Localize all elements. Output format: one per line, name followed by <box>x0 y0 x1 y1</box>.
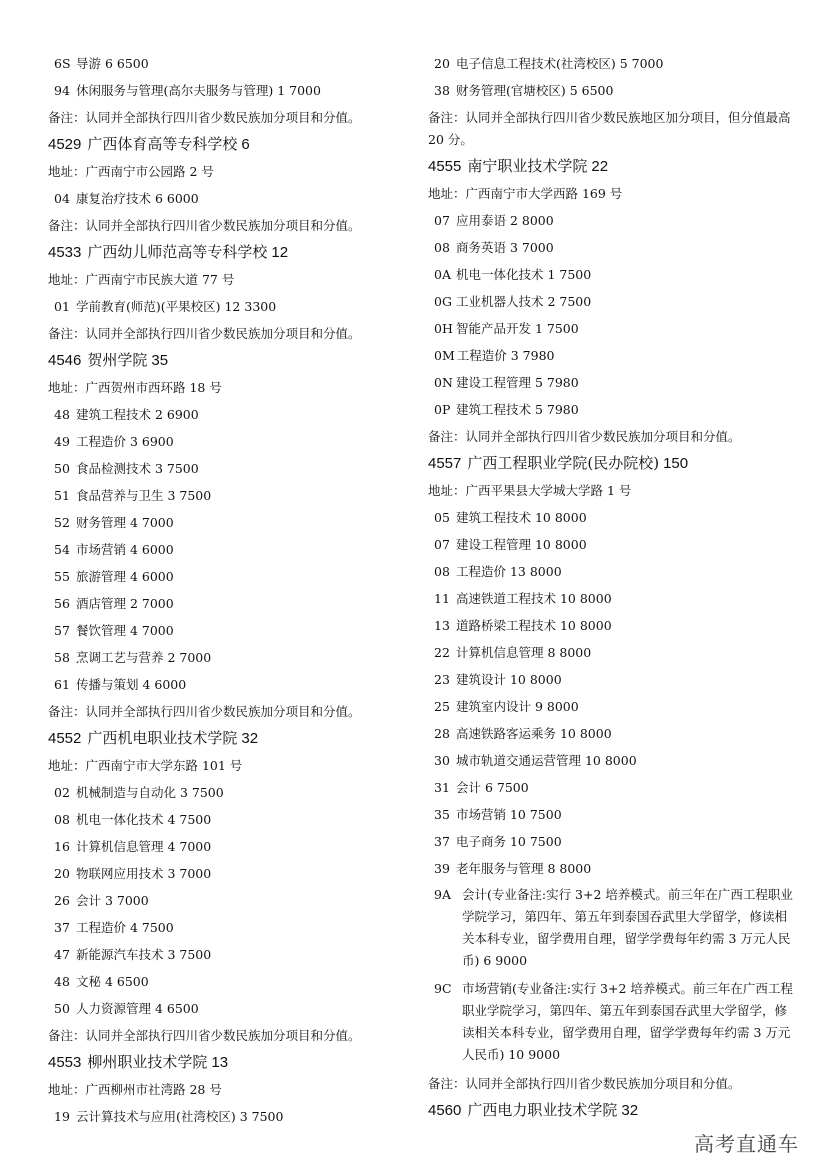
program-row <box>428 882 798 976</box>
program-row <box>48 1103 418 1130</box>
program-row <box>428 288 798 315</box>
program-row <box>48 887 418 914</box>
program-code: 0A <box>434 267 451 282</box>
program-code: 48 <box>54 974 70 989</box>
program-row <box>48 293 418 320</box>
program-row <box>48 536 418 563</box>
school-code: 4533 <box>48 244 82 261</box>
program-text: 旅游管理 4 6000 <box>76 569 174 584</box>
program-text: 物联网应用技术 3 7000 <box>76 866 212 881</box>
program-text: 文秘 4 6500 <box>76 974 149 989</box>
program-code: 61 <box>54 677 70 692</box>
program-code: 30 <box>434 753 450 768</box>
program-row <box>428 828 798 855</box>
program-text: 云计算技术与应用(社湾校区) 3 7500 <box>76 1109 284 1124</box>
program-text: 新能源汽车技术 3 7500 <box>76 947 212 962</box>
program-text: 工业机器人技术 2 7500 <box>456 294 592 309</box>
school-heading <box>48 1049 418 1076</box>
program-code: 20 <box>54 866 70 881</box>
program-row <box>48 806 418 833</box>
program-row <box>48 617 418 644</box>
program-code: 35 <box>434 807 450 822</box>
program-text: 烹调工艺与营养 2 7000 <box>76 650 212 665</box>
program-row <box>48 428 418 455</box>
program-code: 39 <box>434 861 450 876</box>
program-row <box>428 774 798 801</box>
school-quota: 12 <box>271 244 289 261</box>
program-code: 56 <box>54 596 70 611</box>
program-row <box>48 644 418 671</box>
program-code: 58 <box>54 650 70 665</box>
program-text: 工程造价 4 7500 <box>76 920 174 935</box>
program-code: 16 <box>54 839 70 854</box>
program-text: 建设工程管理 10 8000 <box>456 537 587 552</box>
program-code: 23 <box>434 672 450 687</box>
school-address: 地址：广西平果县大学城大学路 1 号 <box>428 483 632 498</box>
program-code: 22 <box>434 645 450 660</box>
program-text: 应用泰语 2 8000 <box>456 213 554 228</box>
program-row <box>48 590 418 617</box>
program-text: 建筑室内设计 9 8000 <box>456 699 579 714</box>
program-row <box>428 342 798 369</box>
program-code: 08 <box>434 564 450 579</box>
school-heading <box>48 239 418 266</box>
school-name: 贺州学院 <box>87 351 148 369</box>
program-row <box>48 914 418 941</box>
school-quota: 13 <box>211 1054 229 1071</box>
program-row <box>428 558 798 585</box>
school-address: 地址：广西南宁市大学西路 169 号 <box>428 186 623 201</box>
school-address: 地址：广西贺州市西环路 18 号 <box>48 380 222 395</box>
right-column <box>428 50 798 1124</box>
program-text: 财务管理 4 7000 <box>76 515 174 530</box>
program-text: 会计 3 7000 <box>76 893 149 908</box>
program-row <box>428 315 798 342</box>
program-code: 52 <box>54 515 70 530</box>
program-row <box>48 860 418 887</box>
school-code: 4546 <box>48 352 82 369</box>
school-address: 地址：广西南宁市公园路 2 号 <box>48 164 214 179</box>
program-text: 机电一体化技术 1 7500 <box>456 267 592 282</box>
program-code: 48 <box>54 407 70 422</box>
remark-note: 备注：认同并全部执行四川省少数民族加分项目和分值。 <box>48 1028 361 1043</box>
program-code: 11 <box>434 591 450 606</box>
program-code: 50 <box>54 461 70 476</box>
program-row <box>48 401 418 428</box>
school-quota: 22 <box>591 158 609 175</box>
program-code: 31 <box>434 780 450 795</box>
school-name: 广西工程职业学院(民办院校) <box>467 454 660 472</box>
program-row <box>48 77 418 104</box>
remark-note: 备注：认同并全部执行四川省少数民族加分项目和分值。 <box>428 1076 741 1091</box>
program-text: 商务英语 3 7000 <box>456 240 554 255</box>
program-text: 康复治疗技术 6 6000 <box>76 191 199 206</box>
school-quota: 35 <box>151 352 169 369</box>
program-row <box>48 455 418 482</box>
program-text: 食品检测技术 3 7500 <box>76 461 199 476</box>
school-code: 4555 <box>428 158 462 175</box>
program-code: 13 <box>434 618 450 633</box>
program-row <box>428 585 798 612</box>
school-name: 柳州职业技术学院 <box>87 1053 208 1071</box>
program-row <box>428 234 798 261</box>
program-code: 25 <box>434 699 450 714</box>
program-code: 07 <box>434 537 450 552</box>
school-address: 地址：广西南宁市大学东路 101 号 <box>48 758 243 773</box>
program-code: 07 <box>434 213 450 228</box>
school-heading <box>48 347 418 374</box>
program-text: 高速铁道工程技术 10 8000 <box>456 591 612 606</box>
school-address: 地址：广西柳州市社湾路 28 号 <box>48 1082 222 1097</box>
program-text: 人力资源管理 4 6500 <box>76 1001 199 1016</box>
remark-note: 备注：认同并全部执行四川省少数民族加分项目和分值。 <box>48 326 361 341</box>
program-text: 市场营销(专业备注:实行 3+2 培养模式。前三年在广西工程职业学院学习，第四年、第五年到泰国吞武里大学留学，修读相关本科专业，留学费用自理，留学学费每年约需 3 万元人民币) 10 9000 <box>462 981 793 1062</box>
program-text: 建设工程管理 5 7980 <box>456 375 579 390</box>
program-row <box>48 563 418 590</box>
program-text: 高速铁路客运乘务 10 8000 <box>456 726 612 741</box>
program-code: 26 <box>54 893 70 908</box>
school-heading <box>48 131 418 158</box>
school-name: 广西电力职业技术学院 <box>467 1101 618 1119</box>
program-text: 电子信息工程技术(社湾校区) 5 7000 <box>456 56 664 71</box>
school-quota: 6 <box>241 136 250 153</box>
school-heading <box>428 450 798 477</box>
remark-note: 备注：认同并全部执行四川省少数民族地区加分项目，但分值最高 20 分。 <box>428 110 791 147</box>
program-text: 智能产品开发 1 7500 <box>456 321 579 336</box>
program-text: 电子商务 10 7500 <box>456 834 562 849</box>
program-row <box>428 369 798 396</box>
school-heading <box>428 1097 798 1124</box>
program-code: 08 <box>434 240 450 255</box>
program-text: 财务管理(官塘校区) 5 6500 <box>456 83 614 98</box>
school-name: 南宁职业技术学院 <box>467 157 588 175</box>
program-text: 工程造价 3 6900 <box>76 434 174 449</box>
program-text: 学前教育(师范)(平果校区) 12 3300 <box>76 299 277 314</box>
program-row <box>48 833 418 860</box>
program-row <box>428 639 798 666</box>
school-code: 4560 <box>428 1102 462 1119</box>
program-row <box>48 995 418 1022</box>
program-text: 计算机信息管理 8 8000 <box>456 645 592 660</box>
program-text: 酒店管理 2 7000 <box>76 596 174 611</box>
program-row <box>428 976 798 1070</box>
program-row <box>428 612 798 639</box>
program-row <box>48 968 418 995</box>
program-code: 49 <box>54 434 70 449</box>
school-code: 4552 <box>48 730 82 747</box>
program-text: 传播与策划 4 6000 <box>76 677 187 692</box>
school-code: 4553 <box>48 1054 82 1071</box>
program-text: 计算机信息管理 4 7000 <box>76 839 212 854</box>
program-code: 02 <box>54 785 70 800</box>
school-quota: 32 <box>621 1102 639 1119</box>
program-code: 08 <box>54 812 70 827</box>
program-text: 休闲服务与管理(高尔夫服务与管理) 1 7000 <box>76 83 321 98</box>
program-row <box>48 779 418 806</box>
program-text: 机械制造与自动化 3 7500 <box>76 785 224 800</box>
program-text: 城市轨道交通运营管理 10 8000 <box>456 753 637 768</box>
program-text: 建筑设计 10 8000 <box>456 672 562 687</box>
program-text: 机电一体化技术 4 7500 <box>76 812 212 827</box>
program-row <box>428 396 798 423</box>
program-text: 导游 6 6500 <box>76 56 149 71</box>
program-code: 9A <box>434 887 451 902</box>
school-heading <box>428 153 798 180</box>
program-code: 0G <box>434 294 452 309</box>
program-row <box>48 671 418 698</box>
program-code: 28 <box>434 726 450 741</box>
program-code: 0M <box>434 348 455 363</box>
program-row <box>48 185 418 212</box>
remark-note: 备注：认同并全部执行四川省少数民族加分项目和分值。 <box>48 704 361 719</box>
program-text: 建筑工程技术 5 7980 <box>456 402 579 417</box>
program-code: 38 <box>434 83 450 98</box>
school-heading <box>48 725 418 752</box>
program-text: 建筑工程技术 2 6900 <box>76 407 199 422</box>
watermark-logo: 高考直通车 <box>694 1132 799 1156</box>
program-row <box>428 747 798 774</box>
program-row <box>428 693 798 720</box>
program-code: 19 <box>54 1109 70 1124</box>
program-code: 6S <box>54 56 71 71</box>
school-name: 广西幼儿师范高等专科学校 <box>87 243 268 261</box>
program-row <box>428 77 798 104</box>
program-code: 01 <box>54 299 70 314</box>
program-code: 0P <box>434 402 451 417</box>
program-code: 37 <box>434 834 450 849</box>
program-code: 47 <box>54 947 70 962</box>
program-row <box>428 207 798 234</box>
program-row <box>428 504 798 531</box>
program-row <box>428 261 798 288</box>
program-code: 0N <box>434 375 453 390</box>
program-code: 05 <box>434 510 450 525</box>
program-row <box>48 941 418 968</box>
program-text: 工程造价 13 8000 <box>456 564 562 579</box>
program-row <box>428 855 798 882</box>
program-text: 工程造价 3 7980 <box>456 348 555 363</box>
program-code: 51 <box>54 488 70 503</box>
school-code: 4557 <box>428 455 462 472</box>
program-row <box>428 666 798 693</box>
program-code: 37 <box>54 920 70 935</box>
program-row <box>428 531 798 558</box>
program-text: 道路桥梁工程技术 10 8000 <box>456 618 612 633</box>
school-quota: 150 <box>663 455 689 472</box>
school-code: 4529 <box>48 136 82 153</box>
program-code: 20 <box>434 56 450 71</box>
program-code: 94 <box>54 83 70 98</box>
program-row <box>428 50 798 77</box>
program-code: 9C <box>434 981 452 996</box>
school-name: 广西体育高等专科学校 <box>87 135 238 153</box>
program-text: 市场营销 4 6000 <box>76 542 174 557</box>
program-code: 54 <box>54 542 70 557</box>
program-code: 57 <box>54 623 70 638</box>
school-quota: 32 <box>241 730 259 747</box>
program-row <box>48 50 418 77</box>
remark-note: 备注：认同并全部执行四川省少数民族加分项目和分值。 <box>428 429 741 444</box>
program-row <box>48 482 418 509</box>
program-row <box>428 801 798 828</box>
program-text: 市场营销 10 7500 <box>456 807 562 822</box>
program-text: 建筑工程技术 10 8000 <box>456 510 587 525</box>
left-column <box>48 50 418 1130</box>
program-row <box>48 509 418 536</box>
program-text: 会计 6 7500 <box>456 780 529 795</box>
remark-note: 备注：认同并全部执行四川省少数民族加分项目和分值。 <box>48 218 361 233</box>
remark-note: 备注：认同并全部执行四川省少数民族加分项目和分值。 <box>48 110 361 125</box>
program-text: 会计(专业备注:实行 3+2 培养模式。前三年在广西工程职业学院学习，第四年、第五年到泰国吞武里大学留学，修读相关本科专业，留学费用自理，留学学费每年约需 3 万元人民币) 6 9000 <box>462 887 793 968</box>
program-code: 55 <box>54 569 70 584</box>
program-text: 食品营养与卫生 3 7500 <box>76 488 212 503</box>
program-text: 老年服务与管理 8 8000 <box>456 861 592 876</box>
program-code: 0H <box>434 321 453 336</box>
program-row <box>428 720 798 747</box>
program-text: 餐饮管理 4 7000 <box>76 623 174 638</box>
school-address: 地址：广西南宁市民族大道 77 号 <box>48 272 235 287</box>
program-code: 04 <box>54 191 70 206</box>
program-code: 50 <box>54 1001 70 1016</box>
school-name: 广西机电职业技术学院 <box>87 729 238 747</box>
